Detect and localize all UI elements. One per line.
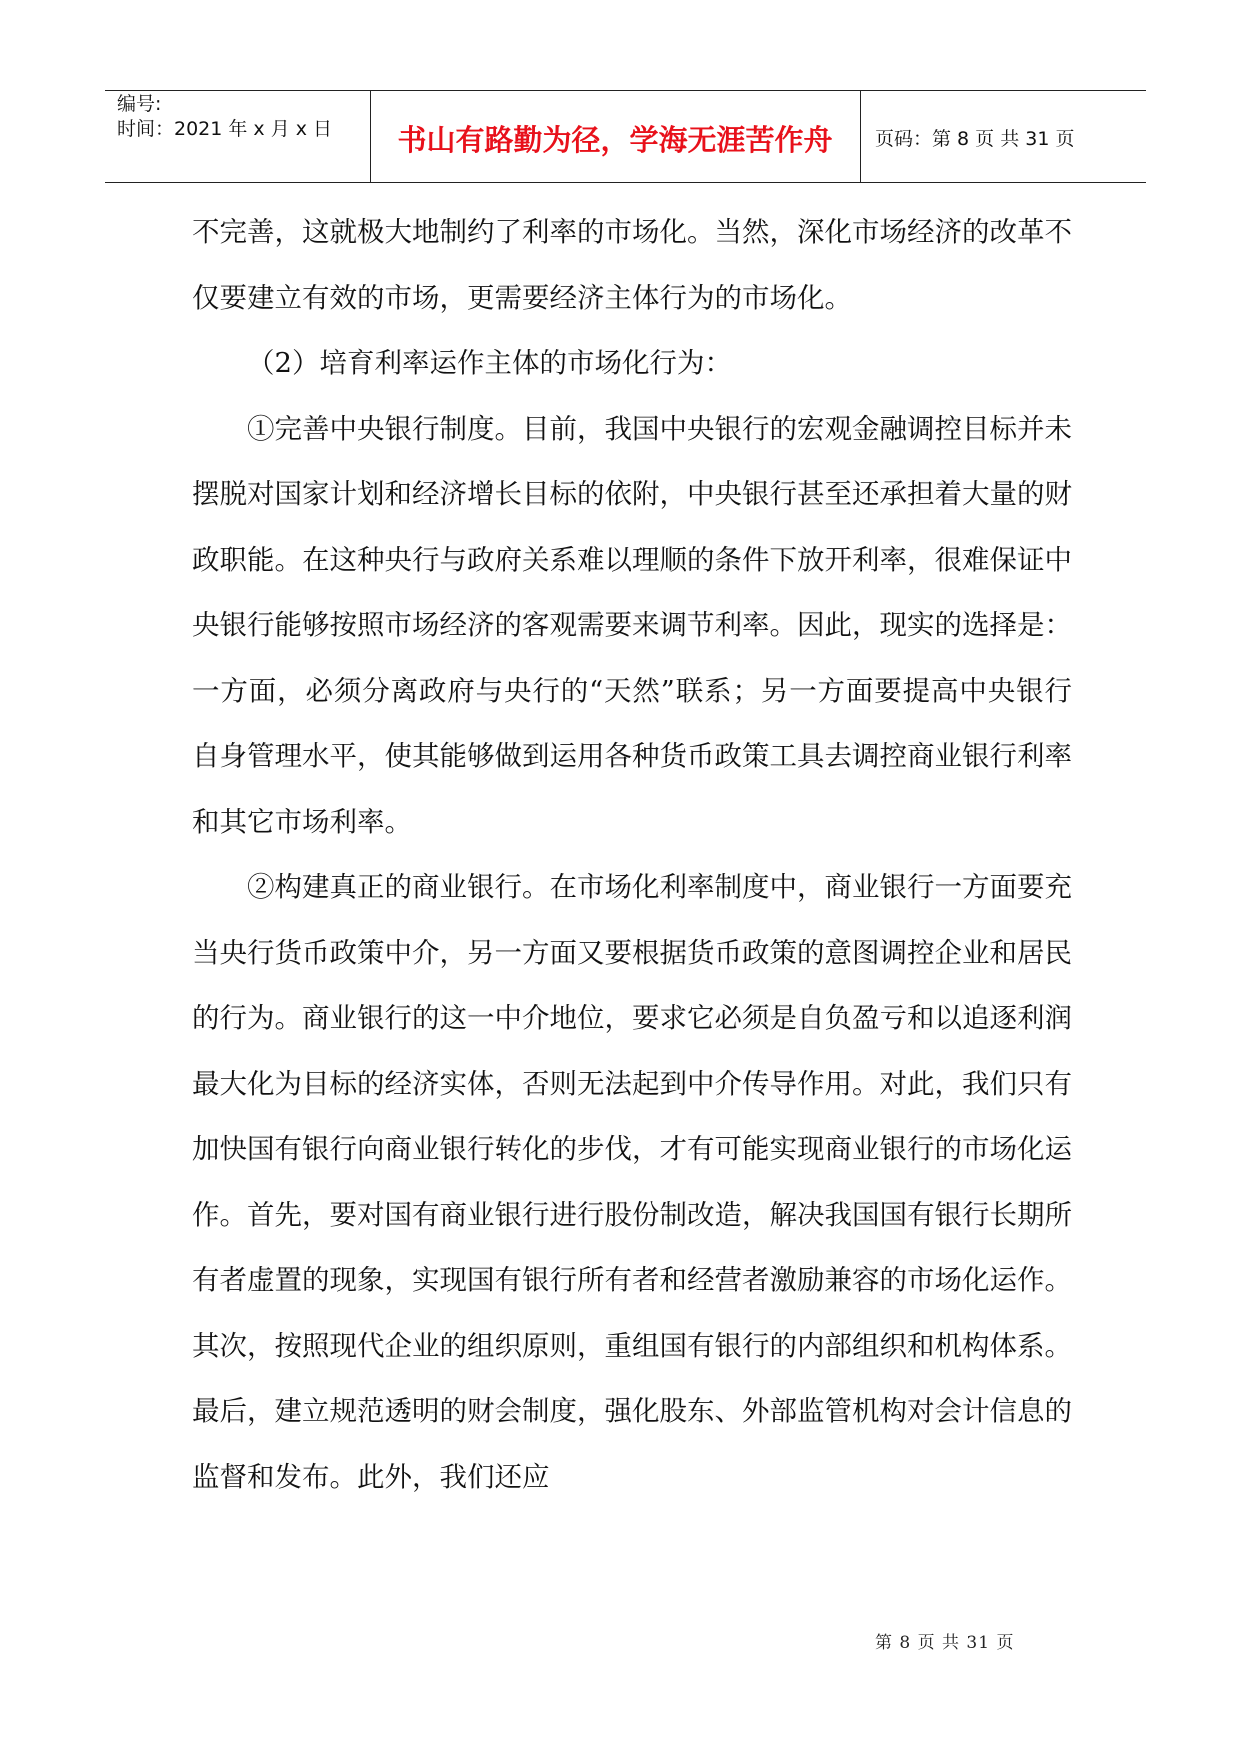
header-divider-right [860, 90, 861, 182]
time-label: 时间：2021 年 x 月 x 日 [117, 118, 333, 140]
paragraph-central-bank: ①完善中央银行制度。目前，我国中央银行的宏观金融调控目标并未摆脱对国家计划和经济增长目标的依附，中央银行甚至还承担着大量的财政职能。在这种央行与政府关系难以理顺的条件下放开利率，很难保证中央银行能够按照市场经济的客观需要来调节利率。因此，现实的选择是：一方面，必须分离政府与央行的“天然”联系；另一方面要提高中央银行自身管理水平，使其能够做到运用各种货币政策工具去调控商业银行利率和其它市场利率。 [192, 412, 1072, 838]
header-motto: 书山有路勤为径，学海无涯苦作舟 [397, 123, 833, 157]
header-bottom-rule [105, 182, 1146, 183]
header-top-rule [105, 90, 1146, 91]
page-footer: 第 8 页 共 31 页 [875, 1633, 1015, 1653]
document-body [192, 200, 1072, 1510]
header-page-label: 页码：第 8 页 共 31 页 [875, 128, 1075, 150]
number-label: 编号: [117, 93, 162, 115]
paragraph-commercial-bank: ②构建真正的商业银行。在市场化利率制度中，商业银行一方面要充当央行货币政策中介，另一方面又要根据货币政策的意图调控企业和居民的行为。商业银行的这一中介地位，要求它必须是自负盈亏和以追逐利润最大化为目标的经济实体，否则无法起到中介传导作用。对此，我们只有加快国有银行向商业银行转化的步伐，才有可能实现商业银行的市场化运作。首先，要对国有商业银行进行股份制改造，解决我国国有银行长期所有者虚置的现象，实现国有银行所有者和经营者激励兼容的市场化运作。其次，按照现代企业的组织原则，重组国有银行的内部组织和机构体系。最后，建立规范透明的财会制度，强化股东、外部监管机构对会计信息的监督和发布。此外，我们还应 [192, 871, 1072, 1493]
paragraph-continuation: 不完善，这就极大地制约了利率的市场化。当然，深化市场经济的改革不仅要建立有效的市场，更需要经济主体行为的市场化。 [192, 216, 1072, 314]
header-meta [117, 92, 332, 142]
section-heading: （2）培育利率运作主体的市场化行为： [247, 347, 732, 379]
page-header [105, 90, 1146, 182]
